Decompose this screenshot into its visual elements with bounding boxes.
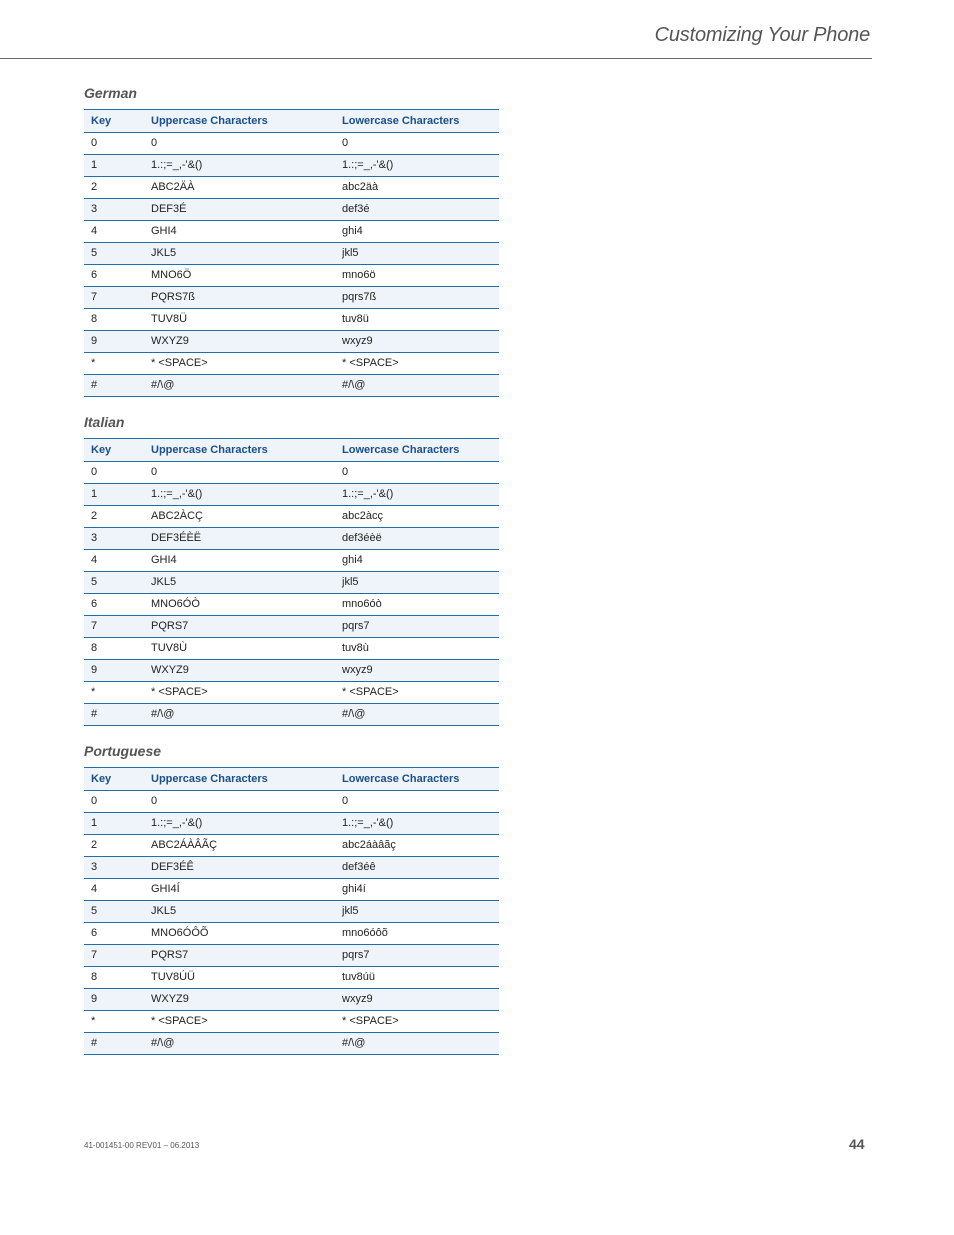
lowercase-cell: tuv8ù [335, 638, 499, 660]
key-cell: 8 [84, 638, 144, 660]
uppercase-cell: 1.:;=_,-'&() [144, 484, 335, 506]
key-cell: 0 [84, 133, 144, 155]
lowercase-cell: 1.:;=_,-'&() [335, 813, 499, 835]
uppercase-cell: DEF3É [144, 199, 335, 221]
key-cell: 5 [84, 572, 144, 594]
key-cell: 7 [84, 616, 144, 638]
key-cell: 4 [84, 550, 144, 572]
key-cell: 3 [84, 857, 144, 879]
lowercase-cell: pqrs7 [335, 945, 499, 967]
table-row [84, 287, 499, 309]
table-row [84, 682, 499, 704]
lowercase-cell: * <SPACE> [335, 682, 499, 704]
uppercase-cell: 0 [144, 791, 335, 813]
lowercase-cell: #/\@ [335, 375, 499, 397]
key-cell: * [84, 353, 144, 375]
table-row [84, 484, 499, 506]
key-cell: 3 [84, 199, 144, 221]
uppercase-cell: MNO6ÓÔÕ [144, 923, 335, 945]
lowercase-cell: pqrs7 [335, 616, 499, 638]
table-header-row [84, 768, 499, 791]
key-cell: 5 [84, 243, 144, 265]
uppercase-cell: TUV8Ü [144, 309, 335, 331]
key-cell: 1 [84, 484, 144, 506]
table-row [84, 704, 499, 726]
section-title: Portuguese [84, 743, 162, 759]
table-row [84, 375, 499, 397]
lowercase-cell: 0 [335, 133, 499, 155]
column-header-key: Key [84, 439, 144, 462]
table-row [84, 331, 499, 353]
table-row [84, 967, 499, 989]
lowercase-cell: abc2áàâãç [335, 835, 499, 857]
key-cell: 8 [84, 967, 144, 989]
uppercase-cell: DEF3ÉÊ [144, 857, 335, 879]
uppercase-cell: MNO6Ö [144, 265, 335, 287]
lowercase-cell: mno6óò [335, 594, 499, 616]
uppercase-cell: PQRS7 [144, 616, 335, 638]
column-header-lowercase: Lowercase Characters [335, 439, 499, 462]
lowercase-cell: * <SPACE> [335, 1011, 499, 1033]
uppercase-cell: JKL5 [144, 572, 335, 594]
column-header-key: Key [84, 110, 144, 133]
lowercase-cell: tuv8ü [335, 309, 499, 331]
uppercase-cell: JKL5 [144, 243, 335, 265]
document-id: 41-001451-00 REV01 – 06.2013 [84, 1141, 200, 1150]
uppercase-cell: ABC2ÀCÇ [144, 506, 335, 528]
key-cell: 2 [84, 177, 144, 199]
lowercase-cell: #/\@ [335, 1033, 499, 1055]
table-row [84, 177, 499, 199]
key-cell: * [84, 1011, 144, 1033]
key-cell: 6 [84, 923, 144, 945]
portuguese-section [84, 742, 499, 1055]
uppercase-cell: JKL5 [144, 901, 335, 923]
page-header [0, 0, 872, 59]
uppercase-cell: #/\@ [144, 1033, 335, 1055]
section-title: German [84, 85, 137, 101]
lowercase-cell: mno6óôõ [335, 923, 499, 945]
uppercase-cell: GHI4 [144, 221, 335, 243]
uppercase-cell: TUV8Ù [144, 638, 335, 660]
table-row [84, 221, 499, 243]
table-row [84, 506, 499, 528]
key-cell: 0 [84, 462, 144, 484]
uppercase-cell: ABC2ÄÀ [144, 177, 335, 199]
key-cell: # [84, 704, 144, 726]
uppercase-cell: 1.:;=_,-'&() [144, 813, 335, 835]
column-header-uppercase: Uppercase Characters [144, 768, 335, 791]
lowercase-cell: ghi4í [335, 879, 499, 901]
character-table [84, 767, 499, 1055]
table-row [84, 879, 499, 901]
table-row [84, 1033, 499, 1055]
uppercase-cell: WXYZ9 [144, 989, 335, 1011]
section-title: Italian [84, 414, 125, 430]
table-row [84, 462, 499, 484]
uppercase-cell: WXYZ9 [144, 660, 335, 682]
table-row [84, 133, 499, 155]
table-row [84, 660, 499, 682]
uppercase-cell: WXYZ9 [144, 331, 335, 353]
key-cell: # [84, 1033, 144, 1055]
table-row [84, 901, 499, 923]
lowercase-cell: 0 [335, 462, 499, 484]
lowercase-cell: jkl5 [335, 572, 499, 594]
lowercase-cell: jkl5 [335, 901, 499, 923]
key-cell: 2 [84, 506, 144, 528]
lowercase-cell: ghi4 [335, 221, 499, 243]
uppercase-cell: PQRS7 [144, 945, 335, 967]
german-section [84, 84, 499, 397]
key-cell: 2 [84, 835, 144, 857]
key-cell: 4 [84, 221, 144, 243]
uppercase-cell: * <SPACE> [144, 1011, 335, 1033]
column-header-lowercase: Lowercase Characters [335, 110, 499, 133]
uppercase-cell: 0 [144, 462, 335, 484]
key-cell: 0 [84, 791, 144, 813]
table-header-row [84, 439, 499, 462]
lowercase-cell: wxyz9 [335, 989, 499, 1011]
uppercase-cell: 0 [144, 133, 335, 155]
table-row [84, 989, 499, 1011]
column-header-lowercase: Lowercase Characters [335, 768, 499, 791]
column-header-key: Key [84, 768, 144, 791]
key-cell: 3 [84, 528, 144, 550]
uppercase-cell: MNO6ÓÒ [144, 594, 335, 616]
page-number: 44 [849, 1136, 865, 1152]
uppercase-cell: 1.:;=_,-'&() [144, 155, 335, 177]
key-cell: 9 [84, 331, 144, 353]
key-cell: 1 [84, 813, 144, 835]
lowercase-cell: * <SPACE> [335, 353, 499, 375]
lowercase-cell: jkl5 [335, 243, 499, 265]
italian-section [84, 413, 499, 726]
table-row [84, 572, 499, 594]
lowercase-cell: 1.:;=_,-'&() [335, 155, 499, 177]
table-row [84, 155, 499, 177]
table-row [84, 923, 499, 945]
table-row [84, 616, 499, 638]
lowercase-cell: wxyz9 [335, 660, 499, 682]
key-cell: 7 [84, 945, 144, 967]
lowercase-cell: 1.:;=_,-'&() [335, 484, 499, 506]
key-cell: 9 [84, 989, 144, 1011]
lowercase-cell: mno6ö [335, 265, 499, 287]
table-row [84, 835, 499, 857]
table-row [84, 528, 499, 550]
key-cell: 6 [84, 265, 144, 287]
table-row [84, 857, 499, 879]
column-header-uppercase: Uppercase Characters [144, 110, 335, 133]
table-row [84, 945, 499, 967]
column-header-uppercase: Uppercase Characters [144, 439, 335, 462]
table-row [84, 594, 499, 616]
uppercase-cell: GHI4Í [144, 879, 335, 901]
lowercase-cell: abc2äà [335, 177, 499, 199]
table-row [84, 1011, 499, 1033]
character-table [84, 109, 499, 397]
table-row [84, 813, 499, 835]
lowercase-cell: def3é [335, 199, 499, 221]
table-header-row [84, 110, 499, 133]
table-row [84, 550, 499, 572]
lowercase-cell: #/\@ [335, 704, 499, 726]
lowercase-cell: 0 [335, 791, 499, 813]
uppercase-cell: * <SPACE> [144, 353, 335, 375]
lowercase-cell: def3éê [335, 857, 499, 879]
table-row [84, 199, 499, 221]
table-row [84, 309, 499, 331]
uppercase-cell: GHI4 [144, 550, 335, 572]
uppercase-cell: #/\@ [144, 375, 335, 397]
key-cell: 8 [84, 309, 144, 331]
uppercase-cell: * <SPACE> [144, 682, 335, 704]
key-cell: 5 [84, 901, 144, 923]
key-cell: 4 [84, 879, 144, 901]
lowercase-cell: wxyz9 [335, 331, 499, 353]
uppercase-cell: #/\@ [144, 704, 335, 726]
character-table [84, 438, 499, 726]
lowercase-cell: ghi4 [335, 550, 499, 572]
uppercase-cell: PQRS7ß [144, 287, 335, 309]
uppercase-cell: DEF3ÉÈË [144, 528, 335, 550]
page-title: Customizing Your Phone [654, 24, 870, 46]
key-cell: 9 [84, 660, 144, 682]
table-row [84, 265, 499, 287]
lowercase-cell: tuv8úü [335, 967, 499, 989]
key-cell: # [84, 375, 144, 397]
table-row [84, 791, 499, 813]
table-row [84, 638, 499, 660]
key-cell: 7 [84, 287, 144, 309]
table-row [84, 243, 499, 265]
lowercase-cell: pqrs7ß [335, 287, 499, 309]
key-cell: * [84, 682, 144, 704]
lowercase-cell: def3éèë [335, 528, 499, 550]
key-cell: 6 [84, 594, 144, 616]
uppercase-cell: TUV8ÚÜ [144, 967, 335, 989]
lowercase-cell: abc2àcç [335, 506, 499, 528]
table-row [84, 353, 499, 375]
key-cell: 1 [84, 155, 144, 177]
uppercase-cell: ABC2ÁÀÂÃÇ [144, 835, 335, 857]
